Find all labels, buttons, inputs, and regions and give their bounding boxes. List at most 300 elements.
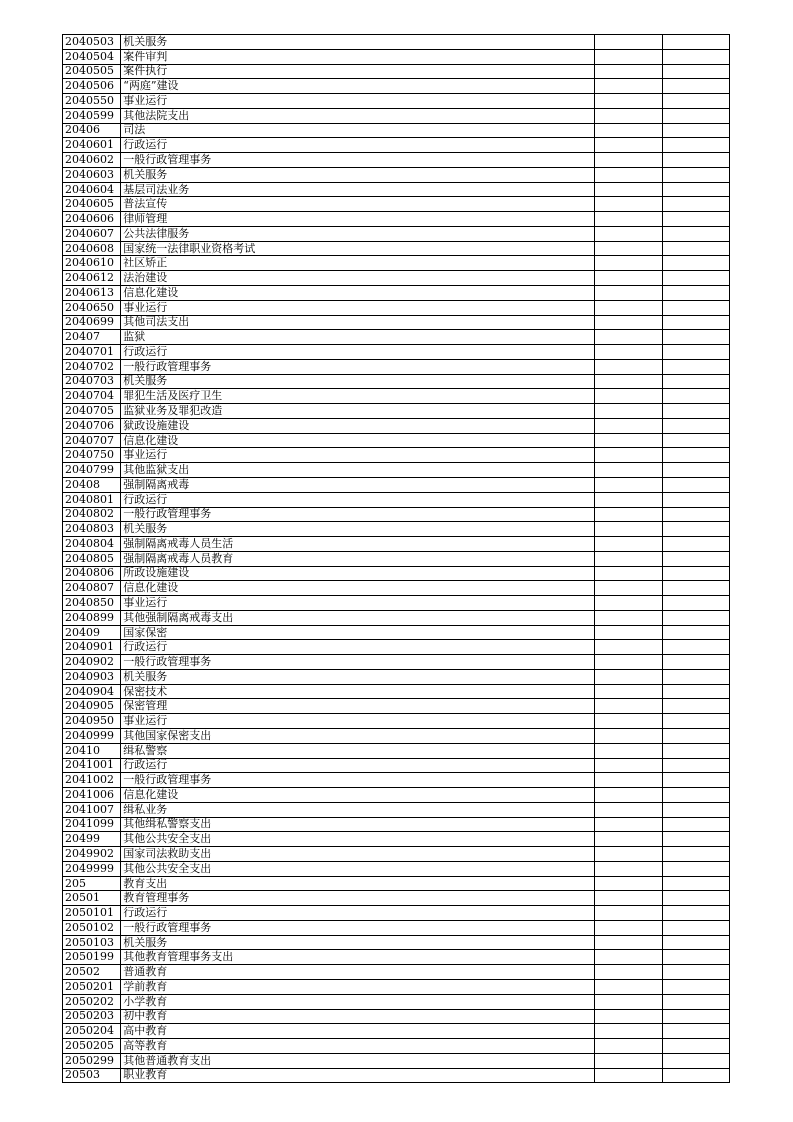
subject-code-cell: 2040702	[63, 359, 121, 374]
subject-name-cell: 保密管理	[121, 699, 595, 714]
table-row	[63, 610, 730, 625]
subject-code-cell: 20410	[63, 743, 121, 758]
empty-value-cell	[662, 891, 729, 906]
subject-name-cell: 一般行政管理事务	[121, 507, 595, 522]
subject-name-cell: 信息化建设	[121, 788, 595, 803]
subject-name-cell: 行政运行	[121, 492, 595, 507]
subject-name-cell: 教育支出	[121, 876, 595, 891]
subject-code-cell: 2040650	[63, 300, 121, 315]
subject-code-cell: 2040903	[63, 669, 121, 684]
subject-name-cell: 教育管理事务	[121, 891, 595, 906]
subject-code-cell: 2050202	[63, 994, 121, 1009]
subject-code-cell: 20406	[63, 123, 121, 138]
table-row	[63, 477, 730, 492]
empty-value-cell	[662, 625, 729, 640]
subject-code-cell: 2040610	[63, 256, 121, 271]
empty-value-cell	[595, 241, 662, 256]
table-row	[63, 537, 730, 552]
subject-code-cell: 2040612	[63, 271, 121, 286]
empty-value-cell	[595, 758, 662, 773]
subject-code-cell: 2040506	[63, 79, 121, 94]
empty-value-cell	[595, 669, 662, 684]
subject-code-cell: 2040608	[63, 241, 121, 256]
table-row	[63, 507, 730, 522]
table-row	[63, 773, 730, 788]
empty-value-cell	[595, 79, 662, 94]
empty-value-cell	[595, 433, 662, 448]
empty-value-cell	[595, 906, 662, 921]
table-row	[63, 891, 730, 906]
empty-value-cell	[595, 817, 662, 832]
subject-name-cell: 保密技术	[121, 684, 595, 699]
empty-value-cell	[595, 477, 662, 492]
empty-value-cell	[595, 507, 662, 522]
table-row	[63, 935, 730, 950]
subject-code-cell: 20501	[63, 891, 121, 906]
subject-code-cell: 2040807	[63, 581, 121, 596]
empty-value-cell	[595, 728, 662, 743]
empty-value-cell	[595, 935, 662, 950]
table-row	[63, 433, 730, 448]
subject-name-cell: 国家司法救助支出	[121, 847, 595, 862]
subject-code-cell: 2050299	[63, 1053, 121, 1068]
empty-value-cell	[662, 551, 729, 566]
subject-code-cell: 2040704	[63, 389, 121, 404]
subject-name-cell: 职业教育	[121, 1068, 595, 1083]
subject-code-cell: 2040801	[63, 492, 121, 507]
table-row	[63, 389, 730, 404]
empty-value-cell	[595, 153, 662, 168]
table-row	[63, 566, 730, 581]
subject-name-cell: 其他普通教育支出	[121, 1053, 595, 1068]
subject-name-cell: 监狱	[121, 330, 595, 345]
subject-name-cell: 其他监狱支出	[121, 463, 595, 478]
table-row	[63, 226, 730, 241]
empty-value-cell	[662, 669, 729, 684]
empty-value-cell	[662, 448, 729, 463]
empty-value-cell	[662, 64, 729, 79]
subject-name-cell: 其他缉私警察支出	[121, 817, 595, 832]
subject-code-cell: 2040602	[63, 153, 121, 168]
empty-value-cell	[662, 123, 729, 138]
subject-code-cell: 2040605	[63, 197, 121, 212]
table-row	[63, 876, 730, 891]
empty-value-cell	[595, 359, 662, 374]
subject-code-cell: 2040904	[63, 684, 121, 699]
subject-code-cell: 2040705	[63, 404, 121, 419]
subject-code-cell: 2050205	[63, 1039, 121, 1054]
subject-code-cell: 2041006	[63, 788, 121, 803]
table-row	[63, 286, 730, 301]
subject-code-cell: 2041099	[63, 817, 121, 832]
empty-value-cell	[662, 817, 729, 832]
table-row	[63, 123, 730, 138]
empty-value-cell	[662, 167, 729, 182]
table-row	[63, 315, 730, 330]
empty-value-cell	[595, 1039, 662, 1054]
empty-value-cell	[662, 847, 729, 862]
subject-code-cell: 2040706	[63, 418, 121, 433]
empty-value-cell	[595, 1068, 662, 1083]
empty-value-cell	[595, 345, 662, 360]
subject-name-cell: 其他强制隔离戒毒支出	[121, 610, 595, 625]
empty-value-cell	[595, 965, 662, 980]
subject-name-cell: 司法	[121, 123, 595, 138]
empty-value-cell	[662, 226, 729, 241]
empty-value-cell	[595, 581, 662, 596]
table-row	[63, 950, 730, 965]
empty-value-cell	[662, 35, 729, 50]
table-row	[63, 404, 730, 419]
table-row	[63, 359, 730, 374]
table-row	[63, 596, 730, 611]
subject-name-cell: 一般行政管理事务	[121, 359, 595, 374]
subject-code-cell: 2040701	[63, 345, 121, 360]
subject-code-cell: 2040607	[63, 226, 121, 241]
table-row	[63, 374, 730, 389]
subject-name-cell: 其他教育管理事务支出	[121, 950, 595, 965]
empty-value-cell	[595, 876, 662, 891]
table-row	[63, 94, 730, 109]
empty-value-cell	[595, 1024, 662, 1039]
subject-code-cell: 2040601	[63, 138, 121, 153]
empty-value-cell	[662, 596, 729, 611]
table-row	[63, 448, 730, 463]
subject-name-cell: 行政运行	[121, 906, 595, 921]
empty-value-cell	[662, 906, 729, 921]
empty-value-cell	[662, 994, 729, 1009]
subject-name-cell: 事业运行	[121, 596, 595, 611]
table-row	[63, 832, 730, 847]
subject-code-cell: 2040899	[63, 610, 121, 625]
empty-value-cell	[595, 138, 662, 153]
subject-name-cell: 事业运行	[121, 448, 595, 463]
empty-value-cell	[595, 94, 662, 109]
table-row	[63, 861, 730, 876]
empty-value-cell	[595, 226, 662, 241]
subject-code-cell: 2049902	[63, 847, 121, 862]
empty-value-cell	[662, 463, 729, 478]
subject-name-cell: 强制隔离戒毒人员教育	[121, 551, 595, 566]
table-row	[63, 714, 730, 729]
subject-code-cell: 2040606	[63, 212, 121, 227]
subject-name-cell: 一般行政管理事务	[121, 773, 595, 788]
subject-name-cell: 监狱业务及罪犯改造	[121, 404, 595, 419]
empty-value-cell	[595, 537, 662, 552]
empty-value-cell	[595, 1053, 662, 1068]
empty-value-cell	[662, 861, 729, 876]
subject-name-cell: 缉私警察	[121, 743, 595, 758]
empty-value-cell	[662, 49, 729, 64]
table-row	[63, 197, 730, 212]
empty-value-cell	[595, 167, 662, 182]
table-row	[63, 35, 730, 50]
empty-value-cell	[662, 876, 729, 891]
empty-value-cell	[662, 241, 729, 256]
table-row	[63, 463, 730, 478]
subject-name-cell: 行政运行	[121, 345, 595, 360]
subject-code-cell: 20407	[63, 330, 121, 345]
empty-value-cell	[662, 433, 729, 448]
subject-name-cell: 其他法院支出	[121, 108, 595, 123]
table-row	[63, 153, 730, 168]
subject-code-cell: 2040901	[63, 640, 121, 655]
subject-name-cell: 罪犯生活及医疗卫生	[121, 389, 595, 404]
empty-value-cell	[662, 138, 729, 153]
table-row	[63, 49, 730, 64]
subject-name-cell: 所政设施建设	[121, 566, 595, 581]
empty-value-cell	[662, 773, 729, 788]
table-row	[63, 802, 730, 817]
subject-code-cell: 2040805	[63, 551, 121, 566]
subject-code-cell: 2040804	[63, 537, 121, 552]
subject-code-cell: 2040799	[63, 463, 121, 478]
empty-value-cell	[595, 300, 662, 315]
empty-value-cell	[595, 35, 662, 50]
table-row	[63, 345, 730, 360]
subject-name-cell: 强制隔离戒毒	[121, 477, 595, 492]
empty-value-cell	[595, 64, 662, 79]
empty-value-cell	[662, 1009, 729, 1024]
subject-code-cell: 2040604	[63, 182, 121, 197]
empty-value-cell	[595, 463, 662, 478]
subject-code-cell: 2040950	[63, 714, 121, 729]
empty-value-cell	[662, 610, 729, 625]
empty-value-cell	[595, 699, 662, 714]
table-row	[63, 920, 730, 935]
subject-code-cell: 2050203	[63, 1009, 121, 1024]
subject-name-cell: 一般行政管理事务	[121, 153, 595, 168]
table-row	[63, 655, 730, 670]
empty-value-cell	[595, 566, 662, 581]
subject-code-cell: 2040505	[63, 64, 121, 79]
subject-code-cell: 20503	[63, 1068, 121, 1083]
empty-value-cell	[662, 153, 729, 168]
table-row	[63, 1009, 730, 1024]
table-row	[63, 906, 730, 921]
empty-value-cell	[662, 197, 729, 212]
subject-code-cell: 2040707	[63, 433, 121, 448]
empty-value-cell	[662, 330, 729, 345]
empty-value-cell	[662, 492, 729, 507]
subject-name-cell: 国家统一法律职业资格考试	[121, 241, 595, 256]
table-row	[63, 1053, 730, 1068]
empty-value-cell	[595, 49, 662, 64]
subject-code-cell: 20502	[63, 965, 121, 980]
empty-value-cell	[595, 994, 662, 1009]
empty-value-cell	[662, 1053, 729, 1068]
empty-value-cell	[595, 404, 662, 419]
subject-code-cell: 2040703	[63, 374, 121, 389]
empty-value-cell	[662, 699, 729, 714]
subject-name-cell: 高等教育	[121, 1039, 595, 1054]
table-row	[63, 743, 730, 758]
subject-code-cell: 2041001	[63, 758, 121, 773]
empty-value-cell	[595, 315, 662, 330]
empty-value-cell	[662, 832, 729, 847]
empty-value-cell	[662, 640, 729, 655]
empty-value-cell	[662, 271, 729, 286]
subject-code-cell: 2050101	[63, 906, 121, 921]
subject-code-cell: 2050102	[63, 920, 121, 935]
subject-code-cell: 2040550	[63, 94, 121, 109]
empty-value-cell	[595, 286, 662, 301]
subject-code-cell: 2040599	[63, 108, 121, 123]
subject-name-cell: 一般行政管理事务	[121, 655, 595, 670]
table-row	[63, 640, 730, 655]
subject-name-cell: 事业运行	[121, 300, 595, 315]
empty-value-cell	[595, 374, 662, 389]
subject-code-cell: 2040902	[63, 655, 121, 670]
subject-code-cell: 2049999	[63, 861, 121, 876]
table-row	[63, 64, 730, 79]
empty-value-cell	[662, 286, 729, 301]
empty-value-cell	[595, 743, 662, 758]
subject-name-cell: 事业运行	[121, 714, 595, 729]
empty-value-cell	[662, 935, 729, 950]
empty-value-cell	[662, 389, 729, 404]
subject-code-cell: 205	[63, 876, 121, 891]
empty-value-cell	[595, 655, 662, 670]
empty-value-cell	[595, 596, 662, 611]
table-row	[63, 699, 730, 714]
empty-value-cell	[595, 625, 662, 640]
empty-value-cell	[662, 182, 729, 197]
table-row	[63, 1024, 730, 1039]
subject-code-cell: 2040504	[63, 49, 121, 64]
subject-code-cell: 2040905	[63, 699, 121, 714]
subject-code-cell: 2050204	[63, 1024, 121, 1039]
empty-value-cell	[595, 788, 662, 803]
table-row	[63, 256, 730, 271]
empty-value-cell	[595, 950, 662, 965]
table-row	[63, 418, 730, 433]
empty-value-cell	[662, 256, 729, 271]
table-row	[63, 522, 730, 537]
empty-value-cell	[662, 94, 729, 109]
table-body	[63, 35, 730, 1083]
subject-name-cell: 其他公共安全支出	[121, 861, 595, 876]
table-row	[63, 330, 730, 345]
subject-name-cell: 法治建设	[121, 271, 595, 286]
subject-name-cell: “两庭”建设	[121, 79, 595, 94]
empty-value-cell	[595, 714, 662, 729]
empty-value-cell	[595, 1009, 662, 1024]
subject-name-cell: 公共法律服务	[121, 226, 595, 241]
subject-name-cell: 其他司法支出	[121, 315, 595, 330]
subject-name-cell: 机关服务	[121, 374, 595, 389]
empty-value-cell	[595, 640, 662, 655]
subject-name-cell: 强制隔离戒毒人员生活	[121, 537, 595, 552]
empty-value-cell	[595, 212, 662, 227]
empty-value-cell	[662, 566, 729, 581]
table-row	[63, 847, 730, 862]
subject-name-cell: 国家保密	[121, 625, 595, 640]
subject-name-cell: 机关服务	[121, 35, 595, 50]
subject-code-cell: 20408	[63, 477, 121, 492]
empty-value-cell	[662, 758, 729, 773]
subject-code-cell: 2040603	[63, 167, 121, 182]
empty-value-cell	[662, 345, 729, 360]
empty-value-cell	[595, 832, 662, 847]
subject-name-cell: 基层司法业务	[121, 182, 595, 197]
subject-name-cell: 狱政设施建设	[121, 418, 595, 433]
empty-value-cell	[662, 714, 729, 729]
table-row	[63, 788, 730, 803]
empty-value-cell	[595, 271, 662, 286]
empty-value-cell	[595, 861, 662, 876]
table-row	[63, 994, 730, 1009]
subject-code-cell: 2041007	[63, 802, 121, 817]
subject-code-cell: 2050201	[63, 980, 121, 995]
table-row	[63, 728, 730, 743]
table-row	[63, 684, 730, 699]
empty-value-cell	[595, 108, 662, 123]
empty-value-cell	[595, 802, 662, 817]
subject-code-cell: 2040803	[63, 522, 121, 537]
empty-value-cell	[662, 507, 729, 522]
empty-value-cell	[595, 980, 662, 995]
table-row	[63, 271, 730, 286]
subject-name-cell: 机关服务	[121, 167, 595, 182]
table-row	[63, 212, 730, 227]
subject-name-cell: 行政运行	[121, 138, 595, 153]
subject-name-cell: 学前教育	[121, 980, 595, 995]
empty-value-cell	[662, 802, 729, 817]
subject-name-cell: 高中教育	[121, 1024, 595, 1039]
subject-name-cell: 其他国家保密支出	[121, 728, 595, 743]
table-row	[63, 492, 730, 507]
empty-value-cell	[662, 965, 729, 980]
empty-value-cell	[662, 300, 729, 315]
empty-value-cell	[595, 920, 662, 935]
table-row	[63, 965, 730, 980]
subject-name-cell: 其他公共安全支出	[121, 832, 595, 847]
empty-value-cell	[662, 79, 729, 94]
subject-name-cell: 一般行政管理事务	[121, 920, 595, 935]
empty-value-cell	[595, 551, 662, 566]
subject-name-cell: 普通教育	[121, 965, 595, 980]
empty-value-cell	[662, 950, 729, 965]
empty-value-cell	[595, 492, 662, 507]
empty-value-cell	[662, 359, 729, 374]
table-row	[63, 669, 730, 684]
empty-value-cell	[662, 374, 729, 389]
subject-name-cell: 机关服务	[121, 935, 595, 950]
empty-value-cell	[595, 684, 662, 699]
subject-code-cell: 2040613	[63, 286, 121, 301]
table-row	[63, 551, 730, 566]
table-row	[63, 1068, 730, 1083]
empty-value-cell	[662, 728, 729, 743]
empty-value-cell	[595, 123, 662, 138]
subject-code-cell: 2040750	[63, 448, 121, 463]
empty-value-cell	[662, 108, 729, 123]
empty-value-cell	[662, 684, 729, 699]
empty-value-cell	[662, 788, 729, 803]
subject-name-cell: 信息化建设	[121, 286, 595, 301]
empty-value-cell	[662, 581, 729, 596]
empty-value-cell	[595, 891, 662, 906]
empty-value-cell	[662, 1024, 729, 1039]
subject-name-cell: 初中教育	[121, 1009, 595, 1024]
table-row	[63, 182, 730, 197]
subject-name-cell: 案件审判	[121, 49, 595, 64]
subject-name-cell: 行政运行	[121, 640, 595, 655]
empty-value-cell	[662, 920, 729, 935]
table-row	[63, 817, 730, 832]
empty-value-cell	[595, 847, 662, 862]
